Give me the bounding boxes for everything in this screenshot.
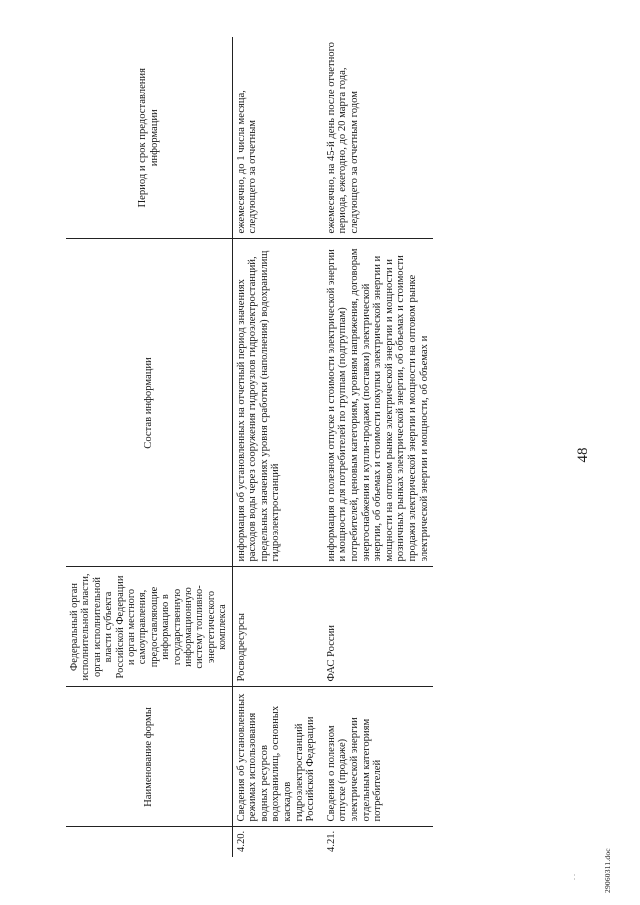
document-id: 29060311.doc — [603, 848, 612, 893]
header-number — [66, 827, 232, 857]
row-content: информация о полезном отпуске и стоимости электрической энергии и мощности для потребителей по группам (подгруппам) потребителей, ценовым категориям, уровням напряжения, договорам энергоснабжения и купли-продажи (поставки) электрической энергии, об объемах и стоимости покупки электрической энергии и мощности на оптовом рынке электрической энергии и мощности и розничных рынках электрической энергии, об объемах и стоимости продажи электрической энергии и мощности на оптовом рынке электрической энергии и мощности, об объемах и — [320, 239, 433, 567]
row-form-name: Сведения об установленных режимах использования водных ресурсов водохранилищ, основных каскадов гидроэлектростанций Российской Федерации — [232, 687, 320, 827]
table-row — [320, 37, 433, 857]
row-number: 4.21. — [325, 830, 337, 852]
header-form-name: Наименование формы — [66, 687, 232, 827]
row-number: 4.20. — [235, 830, 247, 852]
table-row — [232, 37, 320, 857]
forms-table — [66, 37, 433, 857]
row-form-name: Сведения о полезном отпуске (продаже) электрической энергии отдельным категориям потребителей — [320, 687, 433, 827]
header-period: Период и срок предоставления информации — [66, 37, 232, 239]
row-agency: Росводресурсы — [232, 567, 320, 687]
row-period: ежемесячно, на 45-й день после отчетного периода, ежегодно, до 20 марта года, следующего за отчетным годом — [320, 37, 433, 239]
header-content: Состав информации — [66, 239, 232, 567]
header-agency: Федеральный орган исполнительной власти, орган исполнительной власти субъекта Российской Федерации и орган местного самоуправления, предоставляющие информацию в государственную информационную систему топливно-энергетического комплекса — [66, 567, 232, 687]
row-content: информация об установленных на отчетный период значениях расходов воды через сооружения гидроузлов гидроэлектростанций, предельных значениях уровня сработки (наполнения) водохранилищ гидроэлектростанций — [232, 239, 320, 567]
page-number: 48 — [575, 447, 591, 463]
row-agency: ФАС России — [320, 567, 433, 687]
table-header-row — [66, 37, 232, 857]
scan-mark: . . — [568, 874, 577, 880]
row-period: ежемесячно, до 1 числа месяца, следующего за отчетным — [232, 37, 320, 239]
